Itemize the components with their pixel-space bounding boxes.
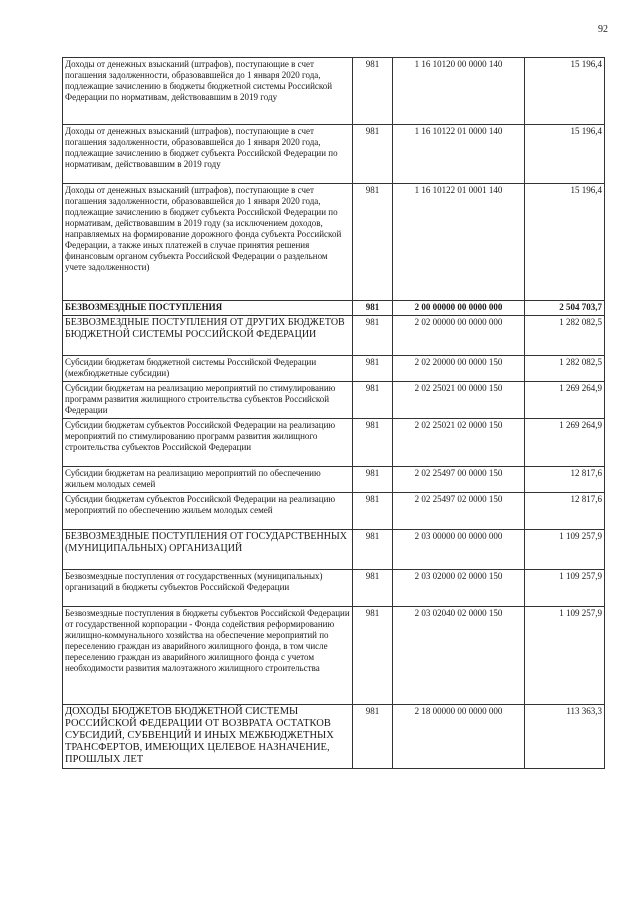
- row-admin-code: 981: [353, 530, 393, 570]
- row-sum: 1 109 257,9: [525, 530, 605, 570]
- table-row: [63, 570, 605, 607]
- row-classification-code: 2 03 02040 02 0000 150: [393, 607, 525, 705]
- row-sum: 15 196,4: [525, 125, 605, 184]
- row-name: БЕЗВОЗМЕЗДНЫЕ ПОСТУПЛЕНИЯ ОТ ГОСУДАРСТВЕННЫХ (МУНИЦИПАЛЬНЫХ) ОРГАНИЗАЦИЙ: [63, 530, 353, 570]
- row-admin-code: 981: [353, 607, 393, 705]
- revenue-table: [62, 57, 605, 769]
- table-row: [63, 382, 605, 419]
- row-admin-code: 981: [353, 184, 393, 301]
- row-classification-code: 1 16 10120 00 0000 140: [393, 58, 525, 125]
- row-sum: 1 282 082,5: [525, 356, 605, 382]
- row-sum: 1 282 082,5: [525, 316, 605, 356]
- row-classification-code: 1 16 10122 01 0001 140: [393, 184, 525, 301]
- row-name: Безвозмездные поступления в бюджеты субъектов Российской Федерации от государственной корпорации - Фонда содействия реформированию жилищно-коммунального хозяйства на обеспечение мероприятий по переселению граждан из аварийного жилищного фонда, в том числе переселению граждан из аварийного жилищного фонда с учетом необходимости развития малоэтажного жилищного строительства: [63, 607, 353, 705]
- row-sum: 15 196,4: [525, 58, 605, 125]
- table-row: [63, 493, 605, 530]
- row-sum: 12 817,6: [525, 467, 605, 493]
- row-classification-code: 2 02 25021 00 0000 150: [393, 382, 525, 419]
- table-row: [63, 316, 605, 356]
- table-row: [63, 184, 605, 301]
- row-admin-code: 981: [353, 382, 393, 419]
- row-sum: 12 817,6: [525, 493, 605, 530]
- table-row: [63, 58, 605, 125]
- row-admin-code: 981: [353, 125, 393, 184]
- row-admin-code: 981: [353, 419, 393, 467]
- row-name: БЕЗВОЗМЕЗДНЫЕ ПОСТУПЛЕНИЯ ОТ ДРУГИХ БЮДЖЕТОВ БЮДЖЕТНОЙ СИСТЕМЫ РОССИЙСКОЙ ФЕДЕРАЦИИ: [63, 316, 353, 356]
- row-classification-code: 2 02 20000 00 0000 150: [393, 356, 525, 382]
- row-name: БЕЗВОЗМЕЗДНЫЕ ПОСТУПЛЕНИЯ: [63, 301, 353, 316]
- row-name: Субсидии бюджетам субъектов Российской Федерации на реализацию мероприятий по обеспечению жильем молодых семей: [63, 493, 353, 530]
- table-row: [63, 301, 605, 316]
- table-row: [63, 467, 605, 493]
- row-sum: 15 196,4: [525, 184, 605, 301]
- row-sum: 113 363,3: [525, 705, 605, 769]
- table-row: [63, 125, 605, 184]
- row-name: Субсидии бюджетам бюджетной системы Российской Федерации (межбюджетные субсидии): [63, 356, 353, 382]
- row-admin-code: 981: [353, 570, 393, 607]
- row-name: Доходы от денежных взысканий (штрафов), поступающие в счет погашения задолженности, образовавшейся до 1 января 2020 года, подлежащие зачислению в бюджеты бюджетной системы Российской Федерации по нормативам, действовавшим в 2019 году: [63, 58, 353, 125]
- row-sum: 1 269 264,9: [525, 382, 605, 419]
- row-classification-code: 2 02 00000 00 0000 000: [393, 316, 525, 356]
- row-sum: 1 109 257,9: [525, 607, 605, 705]
- table-row: [63, 607, 605, 705]
- row-sum: 1 109 257,9: [525, 570, 605, 607]
- row-admin-code: 981: [353, 58, 393, 125]
- row-classification-code: 2 02 25497 00 0000 150: [393, 467, 525, 493]
- row-name: Доходы от денежных взысканий (штрафов), поступающие в счет погашения задолженности, образовавшейся до 1 января 2020 года, подлежащие зачислению в бюджет субъекта Российской Федерации по нормативам, действовавшим в 2019 году: [63, 125, 353, 184]
- table-row: [63, 705, 605, 769]
- row-admin-code: 981: [353, 467, 393, 493]
- row-classification-code: 1 16 10122 01 0000 140: [393, 125, 525, 184]
- row-sum: 1 269 264,9: [525, 419, 605, 467]
- row-classification-code: 2 02 25497 02 0000 150: [393, 493, 525, 530]
- table-row: [63, 419, 605, 467]
- row-admin-code: 981: [353, 356, 393, 382]
- row-name: ДОХОДЫ БЮДЖЕТОВ БЮДЖЕТНОЙ СИСТЕМЫ РОССИЙСКОЙ ФЕДЕРАЦИИ ОТ ВОЗВРАТА ОСТАТКОВ СУБСИДИЙ, СУБВЕНЦИЙ И ИНЫХ МЕЖБЮДЖЕТНЫХ ТРАНСФЕРТОВ, ИМЕЮЩИХ ЦЕЛЕВОЕ НАЗНАЧЕНИЕ, ПРОШЛЫХ ЛЕТ: [63, 705, 353, 769]
- row-admin-code: 981: [353, 301, 393, 316]
- row-classification-code: 2 18 00000 00 0000 000: [393, 705, 525, 769]
- row-name: Субсидии бюджетам субъектов Российской Федерации на реализацию мероприятий по стимулированию программ развития жилищного строительства субъектов Российской Федерации: [63, 419, 353, 467]
- row-classification-code: 2 03 02000 02 0000 150: [393, 570, 525, 607]
- table-row: [63, 356, 605, 382]
- row-classification-code: 2 03 00000 00 0000 000: [393, 530, 525, 570]
- row-name: Безвозмездные поступления от государственных (муниципальных) организаций в бюджеты субъектов Российской Федерации: [63, 570, 353, 607]
- row-name: Субсидии бюджетам на реализацию мероприятий по обеспечению жильем молодых семей: [63, 467, 353, 493]
- row-name: Доходы от денежных взысканий (штрафов), поступающие в счет погашения задолженности, образовавшейся до 1 января 2020 года, подлежащие зачислению в бюджет субъекта Российской Федерации по нормативам, действовавшим в 2019 году (за исключением доходов, направляемых на формирование дорожного фонда субъекта Российской Федерации, а также иных платежей в случае принятия решения финансовым органом субъекта Российской Федерации о раздельном учете задолженности): [63, 184, 353, 301]
- row-admin-code: 981: [353, 316, 393, 356]
- row-admin-code: 981: [353, 705, 393, 769]
- page-number: 92: [598, 24, 608, 35]
- row-classification-code: 2 02 25021 02 0000 150: [393, 419, 525, 467]
- row-admin-code: 981: [353, 493, 393, 530]
- revenue-table-body: [63, 58, 605, 769]
- row-name: Субсидии бюджетам на реализацию мероприятий по стимулированию программ развития жилищного строительства субъектов Российской Федерации: [63, 382, 353, 419]
- row-classification-code: 2 00 00000 00 0000 000: [393, 301, 525, 316]
- table-row: [63, 530, 605, 570]
- row-sum: 2 504 703,7: [525, 301, 605, 316]
